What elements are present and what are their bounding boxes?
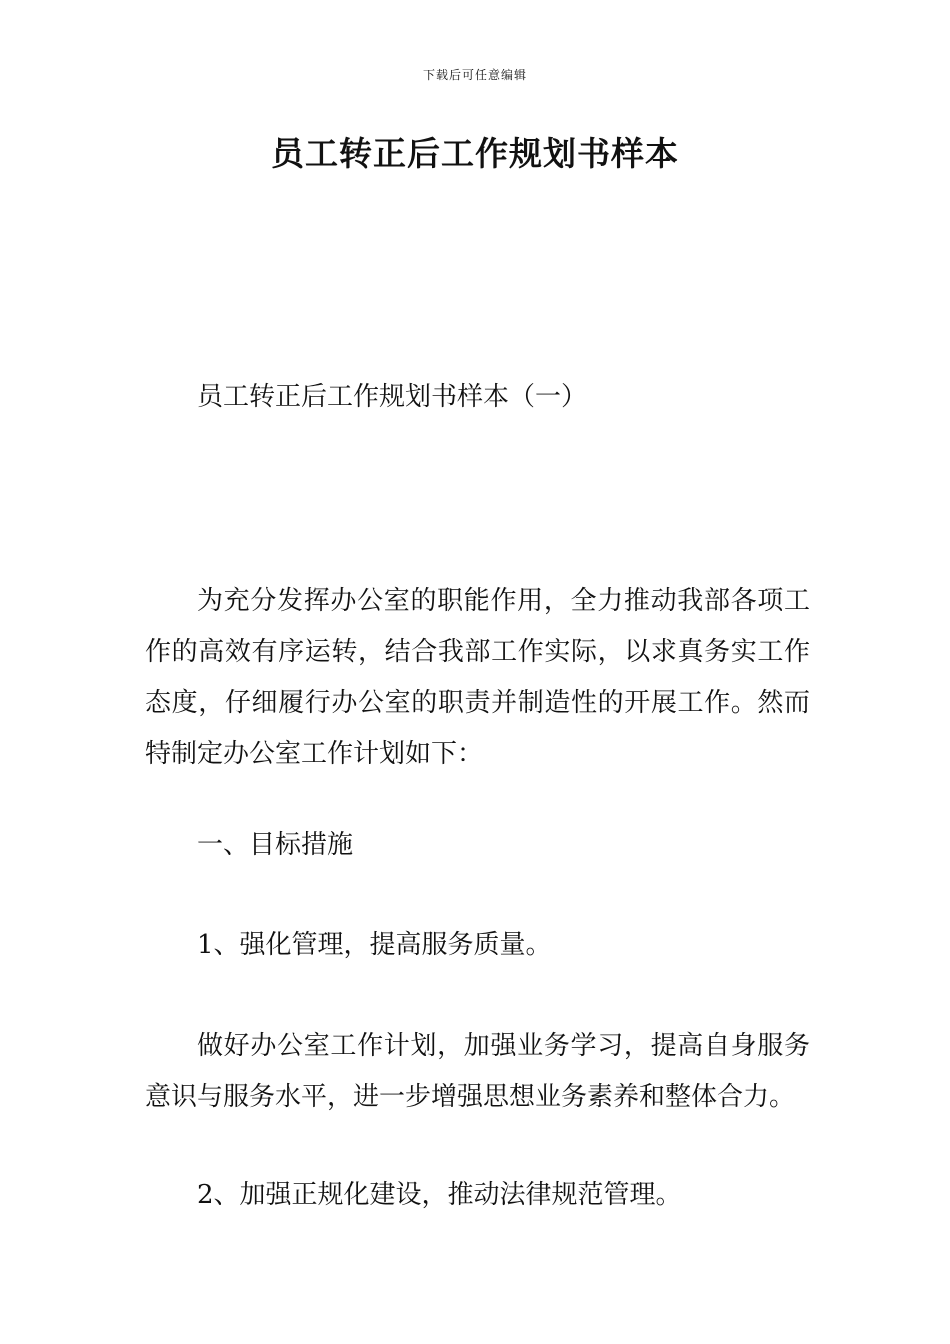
item-2-heading: 2、加强正规化建设，推动法律规范管理。 (197, 1180, 682, 1210)
section-subtitle: 员工转正后工作规划书样本（一） (197, 382, 588, 412)
paragraph-intro: 为充分发挥办公室的职能作用，全力推动我部各项工作的高效有序运转，结合我部工作实际，以求真务实工作态度，仔细履行办公室的职责并制造性的开展工作。然而特制定办公室工作计划如下： (145, 586, 810, 769)
header-note: 下载后可任意编辑 (422, 68, 527, 82)
item-1-heading: 1、强化管理，提高服务质量。 (197, 930, 552, 960)
heading-goals: 一、目标措施 (197, 830, 354, 860)
item-1-paragraph: 做好办公室工作计划，加强业务学习，提高自身服务意识与服务水平，进一步增强思想业务素养和整体合力。 (145, 1031, 810, 1112)
document-title: 员工转正后工作规划书样本 (271, 134, 679, 173)
